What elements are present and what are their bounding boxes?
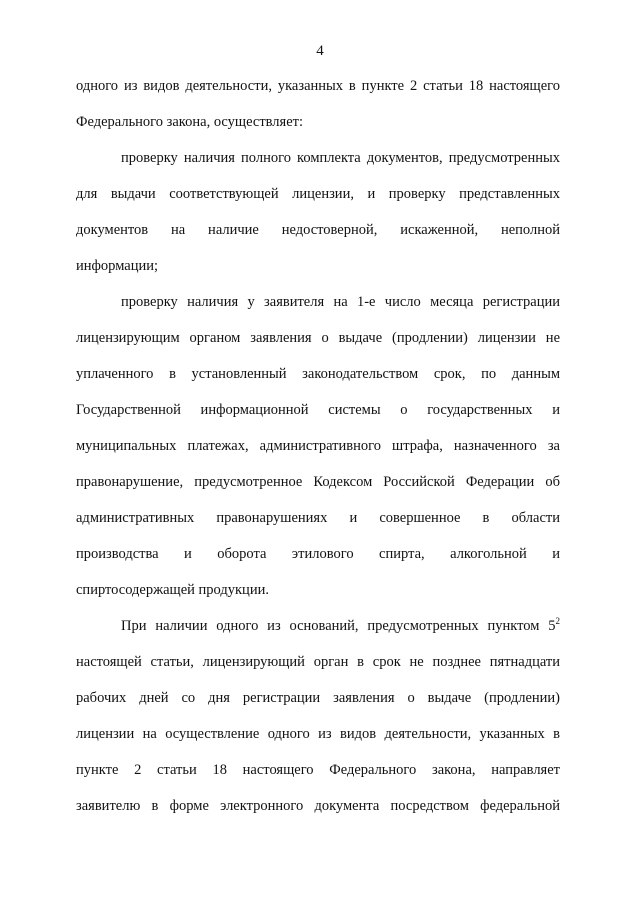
text-line: правонарушение, предусмотренное Кодексом Российской Федерации об: [76, 474, 560, 490]
text-line: проверку наличия у заявителя на 1-е число месяца регистрации: [121, 294, 560, 310]
text-line: одного из видов деятельности, указанных в пункте 2 статьи 18 настоящего: [76, 78, 560, 94]
text-line: спиртосодержащей продукции.: [76, 582, 269, 598]
text-line: Федерального закона, осуществляет:: [76, 114, 304, 130]
document-body: [76, 76, 560, 832]
text-line: производства и оборота этилового спирта, алкогольной и: [76, 546, 560, 562]
text-line: Государственной информационной системы о государственных и: [76, 402, 560, 418]
page-number: 4: [316, 43, 324, 59]
text-line: лицензирующим органом заявления о выдаче (продлении) лицензии не: [76, 330, 560, 346]
paragraph-grounds: [76, 616, 560, 832]
text-line: уплаченного в установленный законодательством срок, по данным: [76, 366, 560, 382]
text-line: лицензии на осуществление одного из видов деятельности, указанных в: [76, 726, 560, 742]
superscript: 2: [555, 616, 560, 626]
text-line: документов на наличие недостоверной, искаженной, неполной: [76, 222, 560, 238]
text-line: рабочих дней со дня регистрации заявления о выдаче (продлении): [76, 690, 560, 706]
text-segment: При наличии одного из оснований, предусмотренных пунктом 5: [121, 618, 556, 634]
text-line: заявителю в форме электронного документа посредством федеральной: [76, 798, 560, 814]
text-line: проверку наличия полного комплекта документов, предусмотренных: [121, 150, 560, 166]
text-line: информации;: [76, 258, 159, 274]
paragraph-fine-check: [76, 292, 560, 616]
paragraph-intro: [76, 76, 560, 148]
text-line: административных правонарушениях и совершенное в области: [76, 510, 560, 526]
text-line-with-superscript: [76, 616, 560, 652]
paragraph-documents-check: [76, 148, 560, 292]
text-line: муниципальных платежах, административного штрафа, назначенного за: [76, 438, 560, 454]
text-line: настоящей статьи, лицензирующий орган в срок не позднее пятнадцати: [76, 654, 560, 670]
text-line: пункте 2 статьи 18 настоящего Федерального закона, направляет: [76, 762, 560, 778]
text-line: для выдачи соответствующей лицензии, и проверку представленных: [76, 186, 560, 202]
